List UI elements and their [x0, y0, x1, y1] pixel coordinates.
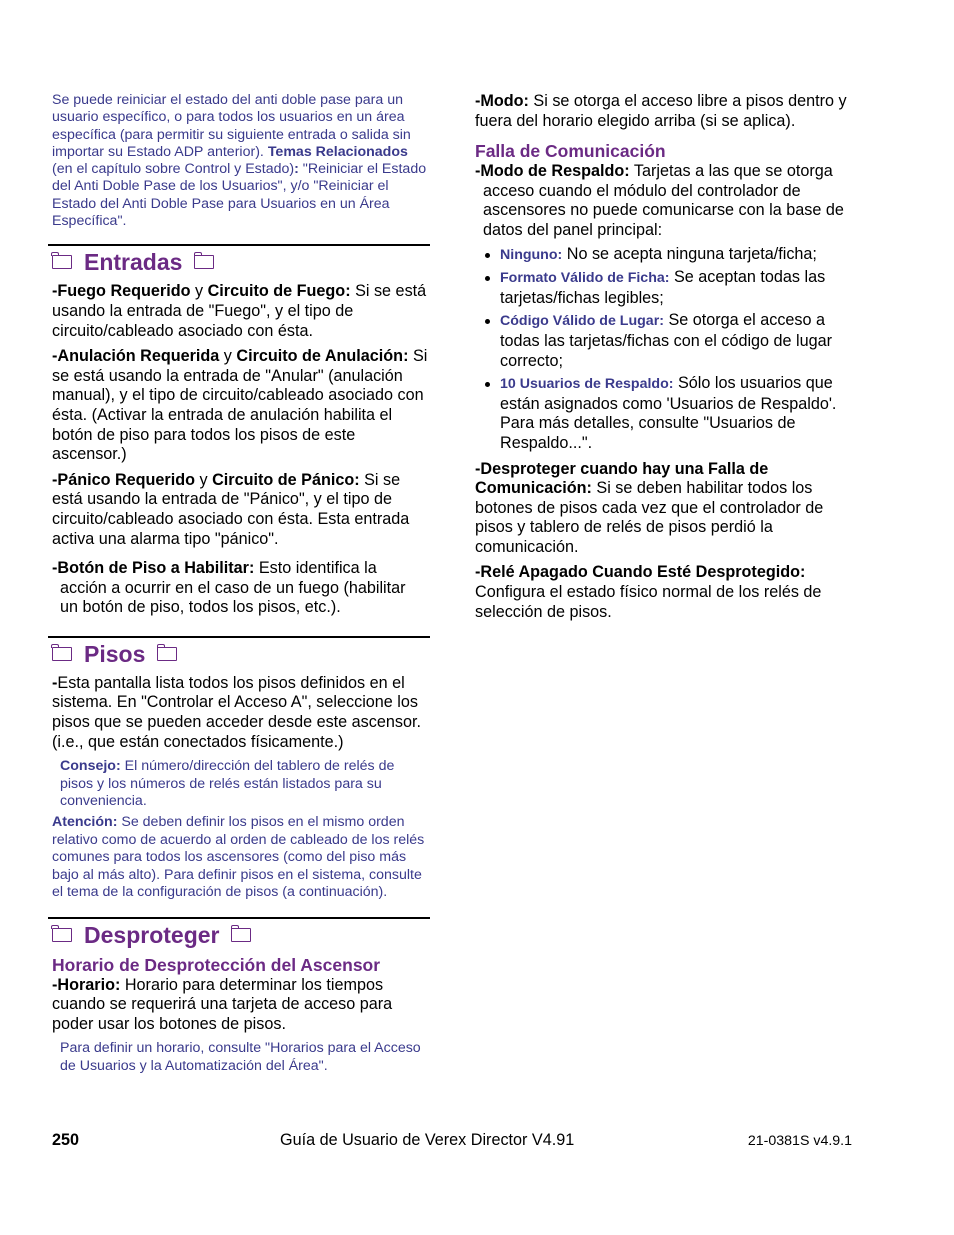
list-item: Formato Válido de Ficha: Se aceptan todas las tarjetas/fichas legibles;: [475, 268, 847, 308]
page-number: 250: [52, 1131, 80, 1149]
right-column: [475, 92, 847, 622]
modo-item: -Modo: Si se otorga el acceso libre a pisos dentro y fuera del horario elegido arriba (si se aplica).: [475, 92, 847, 130]
left-column: [52, 92, 428, 1075]
pisos-text: -Esta pantalla lista todos los pisos definidos en el sistema. En "Controlar el Acceso A", seleccione los pisos que se pueden acceder desde este ascensor. (i.e., que están conectados físicamente.): [52, 673, 421, 751]
desproteger-falla-item: -Desproteger cuando hay una Falla de Comunicación: Si se deben habilitar todos los botones de pisos cada vez que el controlador de pisos y tablero de relés de pisos perdió la comunicación.: [475, 459, 824, 556]
list-item: Código Válido de Lugar: Se otorga el acceso a todas las tarjetas/fichas con el código de lugar correcto;: [475, 311, 847, 371]
list-item: Ninguno: No se acepta ninguna tarjeta/ficha;: [475, 245, 847, 266]
folder-icon: [194, 255, 214, 269]
page-footer: [52, 1131, 852, 1153]
horario-item: -Horario: Horario para determinar los tiempos cuando se requerirá una tarjeta de acceso para poder usar los botones de pisos.: [52, 975, 393, 1033]
folder-icon: [52, 255, 72, 269]
folder-icon: [52, 928, 72, 942]
intro-note: [52, 92, 428, 230]
intro-chapter: (en el capítulo sobre Control y Estado): [52, 161, 295, 178]
respaldo-item: -Modo de Respaldo: Tarjetas a las que se otorga acceso cuando el módulo del controlador de ascensores no puede comunicarse con la base de datos del panel principal:: [475, 162, 844, 239]
falla-subheading: Falla de Comunicación: [475, 141, 666, 162]
heading-text: Pisos: [84, 640, 146, 667]
fuego-item: -Fuego Requerido y Circuito de Fuego: Si se está usando la entrada de "Fuego", y el tipo de circuito/cableado asociado con ésta.: [52, 282, 427, 340]
horario-subheading: Horario de Desprotección del Ascensor: [52, 954, 381, 975]
anulacion-item: -Anulación Requerida y Circuito de Anulación: Si se está usando la entrada de "Anular" (anulación manual), y el tipo de circuito/cableado asociado con ésta. (Activar la entrada de anulación habilita el botón de piso para todos los pisos de este ascensor.): [52, 347, 428, 464]
heading-text: Entradas: [84, 249, 183, 276]
section-rule: [48, 636, 430, 638]
folder-icon: [157, 647, 177, 661]
intro-text: Se puede reiniciar el estado del anti doble pase para un usuario específico, o para todos los usuarios en un área específica (para permitir su siguiente entrada o salida sin importar su Estado ADP anterior).: [52, 92, 411, 160]
heading-text: Desproteger: [84, 921, 220, 948]
footer-title: Guía de Usuario de Verex Director V4.91: [280, 1131, 575, 1149]
panico-item: -Pánico Requerido y Circuito de Pánico: Si se está usando la entrada de "Pánico", y el tipo de circuito/cableado asociado con ésta. Esta entrada activa una alarma tipo "pánico".: [52, 470, 410, 548]
section-heading-entradas: [52, 248, 428, 276]
folder-icon: [52, 647, 72, 661]
intro-topics: "Reiniciar el Estado del Anti Doble Pase de los Usuarios", y/o "Reiniciar el Estado del Anti Doble Pase para Usuarios en un Área Específica".: [52, 161, 427, 230]
section-heading-pisos: [52, 640, 428, 668]
list-item: 10 Usuarios de Respaldo: Sólo los usuarios que están asignados como 'Usuarios de Respaldo'. Para más detalles, consulte "Usuarios de Respaldo...".: [475, 374, 847, 453]
section-rule: [48, 244, 430, 246]
intro-colon: :: [294, 161, 303, 178]
horario-note: Para definir un horario, consulte "Horarios para el Acceso de Usuarios y la Automatización del Área".: [60, 1040, 421, 1074]
rele-item: -Relé Apagado Cuando Esté Desprotegido: Configura el estado físico normal de los relés de selección de pisos.: [475, 563, 822, 621]
boton-piso-item: -Botón de Piso a Habilitar: Esto identifica la acción a ocurrir en el caso de un fuego (habilitar un botón de piso, todos los pisos, etc.).: [52, 559, 406, 617]
related-topics-label: Temas Relacionados: [267, 143, 408, 160]
consejo-note: Consejo: El número/dirección del tablero de relés de pisos y los números de relés están listados para su conveniencia.: [60, 758, 395, 810]
atencion-note: Atención: Se deben definir los pisos en el mismo orden relativo como de acuerdo al orden de cableado de los relés comunes para todos los ascensores (como del piso más bajo al más alto). Para definir pisos en el sistema, consulte el tema de la configuración de pisos (a continuación).: [52, 814, 425, 901]
section-heading-desproteger: [52, 921, 428, 949]
respaldo-options: [475, 245, 847, 454]
folder-icon: [231, 928, 251, 942]
section-rule: [48, 917, 430, 919]
doc-number: 21-0381S v4.9.1: [747, 1133, 852, 1149]
